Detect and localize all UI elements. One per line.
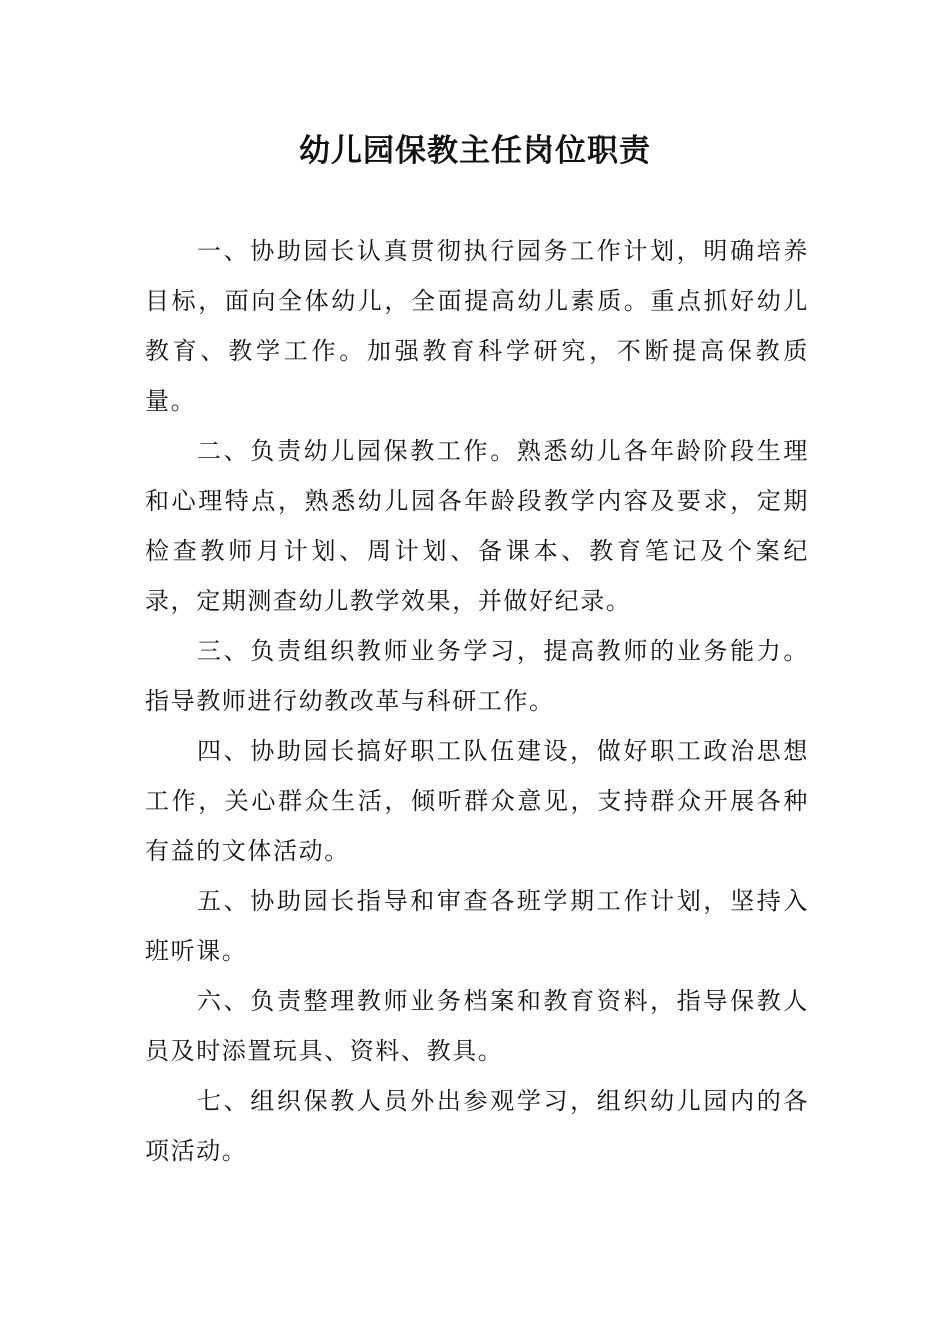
paragraph-2: 二、负责幼儿园保教工作。熟悉幼儿各年龄阶段生理和心理特点，熟悉幼儿园各年龄段教学内容及要求，定期检查教师月计划、周计划、备课本、教育笔记及个案纪录，定期测查幼儿教学效果，并做好纪录。 bbox=[145, 437, 809, 615]
paragraph-5: 五、协助园长指导和审查各班学期工作计划，坚持入班听课。 bbox=[145, 887, 809, 965]
paragraph-1: 一、协助园长认真贯彻执行园务工作计划，明确培养目标，面向全体幼儿，全面提高幼儿素质。重点抓好幼儿教育、教学工作。加强教育科学研究，不断提高保教质量。 bbox=[145, 237, 809, 415]
paragraph-6: 六、负责整理教师业务档案和教育资料，指导保教人员及时添置玩具、资料、教具。 bbox=[145, 987, 809, 1065]
paragraph-7: 七、组织保教人员外出参观学习，组织幼儿园内的各项活动。 bbox=[145, 1087, 809, 1165]
paragraph-4: 四、协助园长搞好职工队伍建设，做好职工政治思想工作，关心群众生活，倾听群众意见，支持群众开展各种有益的文体活动。 bbox=[145, 737, 809, 865]
document-title: 幼儿园保教主任岗位职责 bbox=[299, 133, 651, 169]
paragraph-3: 三、负责组织教师业务学习，提高教师的业务能力。指导教师进行幼教改革与科研工作。 bbox=[145, 637, 809, 715]
document-body bbox=[145, 226, 809, 1176]
